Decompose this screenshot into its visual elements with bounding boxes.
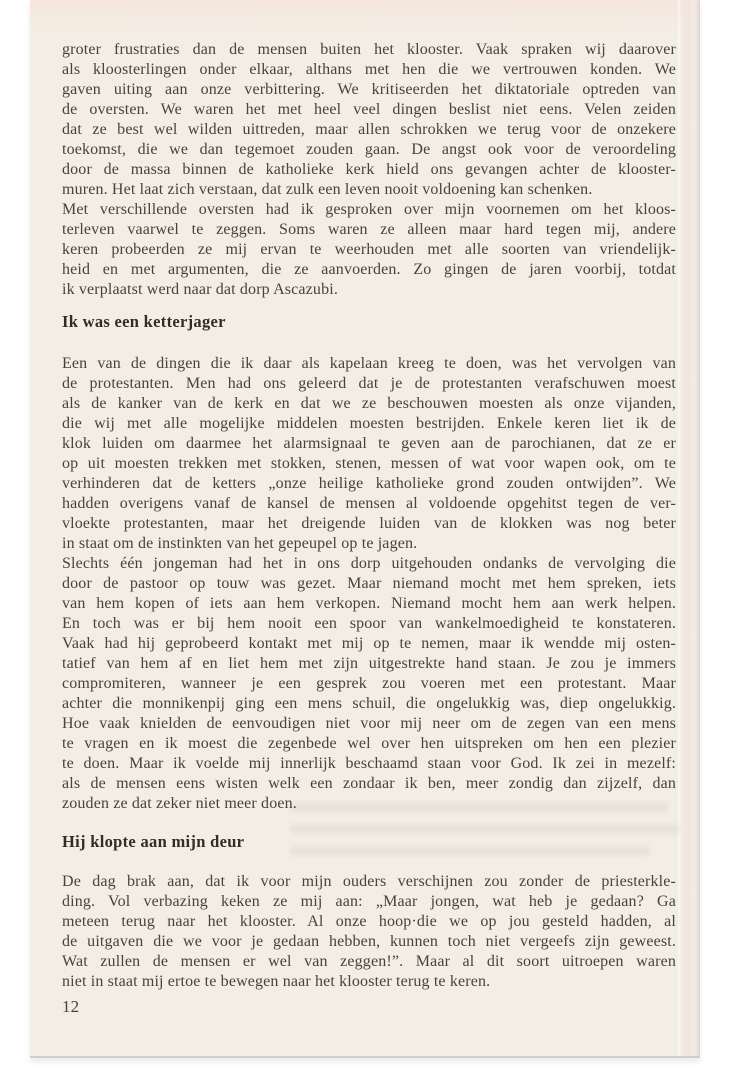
paragraph [62,872,676,992]
text-line: Een van de dingen die ik daar als kapelaan kreeg te doen, was het vervolgen van [62,355,676,372]
text-line: op uit moesten trekken met stokken, stenen, messen of wat voor wapen ook, om te [62,455,676,472]
text-line: verhinderen dat de ketters „onze heilige katholieke grond zouden ontwijden”. We [62,475,676,492]
text-line: dat ze best wel wilden uittreden, maar allen schrokken we terug voor de onzekere [62,121,676,138]
text-line: ik verplaatst werd naar dat dorp Ascazubi. [62,281,338,298]
text-line: toekomst, die we dan tegemoet zouden gaan. De angst ook voor de veroordeling [62,141,676,158]
paragraph [62,554,676,814]
text-line: De dag brak aan, dat ik voor mijn ouders verschijnen zou zonder de priesterkle- [62,873,676,890]
text-line: de oversten. We waren het met heel veel dingen beslist niet eens. Velen zeiden [62,101,676,118]
text-line: Wat zullen de mensen er wel van zeggen!”. Maar al dit soort uitroepen waren [62,953,676,970]
text-line: niet in staat mij ertoe te bewegen naar het klooster terug te keren. [62,973,491,990]
text-line: meteen terug naar het klooster. Al onze hoop·die we op jou gesteld hadden, al [62,913,676,930]
text-line: te doen. Maar ik voelde mij innerlijk beschaamd staan voor God. Ik zei in mezelf: [62,755,676,772]
text-line: compromiteren, wanneer je een gesprek zou voeren met een protestant. Maar [62,675,676,692]
text-line: heid en met argumenten, die ze aanvoerden. Zo gingen de jaren voorbij, totdat [62,261,676,278]
page-number: 12 [62,997,80,1016]
paragraph [62,40,676,200]
text-line: van hem kopen of iets aan hem verkopen. Niemand mocht hem aan werk helpen. [62,595,676,612]
text-line: hadden overigens vanaf de kansel de mensen al voldoende opgehitst tegen de ver- [62,495,676,512]
page-text [30,0,700,1017]
text-line: achter die monnikenpij ging een mens schuil, die ongelukkig was, diep ongelukkig. [62,695,676,712]
text-line: Slechts één jongeman had het in ons dorp uitgehouden ondanks de vervolging die [62,555,676,572]
text-line: als de mensen eens wisten welk een zondaar ik ben, meer zondig dan zijzelf, dan [62,775,676,792]
text-line: Hoe vaak knielden de eenvoudigen niet voor mij neer om de zegen van een mens [62,715,676,732]
text-line: vloekte protestanten, maar het dreigende luiden van de klokken was nog beter [62,515,676,532]
text-line: die wij met alle mogelijke middelen moesten bestrijden. Enkele keren liet ik de [62,415,676,432]
text-line: keren probeerden ze mij ervan te weerhouden met alle soorten van vriendelijk- [62,241,676,258]
text-line: muren. Het laat zich verstaan, dat zulk een leven nooit voldoening kan schenken. [62,181,593,198]
section-heading: Hij klopte aan mijn deur [62,832,245,851]
text-line: door de pastoor op touw was gezet. Maar niemand mocht met hem spreken, iets [62,575,676,592]
text-line: als kloosterlingen onder elkaar, althans met hen die we vertrouwen konden. We [62,61,676,78]
text-line: groter frustraties dan de mensen buiten het klooster. Vaak spraken wij daarover [62,41,676,58]
text-line: tatief van hem af en liet hem met zijn uitgestrekte hand staan. Je zou je immers [62,655,676,672]
text-line: klok luiden om daarmee het alarmsignaal te geven aan de parochianen, dat ze er [62,435,676,452]
text-line: als de kanker van de kerk en dat we ze beschouwen moesten als onze vijanden, [62,395,676,412]
section-heading: Ik was een ketterjager [62,312,226,331]
text-line: ding. Vol verbazing keken ze mij aan: „Maar jongen, wat heb je gedaan? Ga [62,893,676,910]
text-line: door de massa binnen de katholieke kerk hield ons gevangen achter de klooster- [62,161,676,178]
text-line: terleven vaarwel te zeggen. Soms waren ze alleen maar hard tegen mij, andere [62,221,676,238]
paragraph [62,354,676,554]
text-line: En toch was er bij hem nooit een spoor van wankelmoedigheid te konstateren. [62,615,676,632]
text-line: de protestanten. Men had ons geleerd dat je de protestanten verafschuwen moest [62,375,676,392]
text-line: Vaak had hij geprobeerd kontakt met mij op te nemen, maar ik wendde mij osten- [62,635,676,652]
paragraph [62,200,676,300]
text-line: te vragen en ik moest die zegenbede wel over hen uitspreken om hen een plezier [62,735,676,752]
book-page [30,0,700,1058]
text-line: de uitgaven die we voor je gedaan hebben, kunnen toch niet vergeefs zijn geweest. [62,933,676,950]
text-line: in staat om de instinkten van het gepeupel op te jagen. [62,535,418,552]
text-line: gaven uiting aan onze verbittering. We kritiseerden het diktatoriale optreden van [62,81,676,98]
text-line: Met verschillende oversten had ik gesproken over mijn voornemen om het kloos- [62,201,676,218]
text-line: zouden ze dat zeker niet meer doen. [62,795,297,812]
